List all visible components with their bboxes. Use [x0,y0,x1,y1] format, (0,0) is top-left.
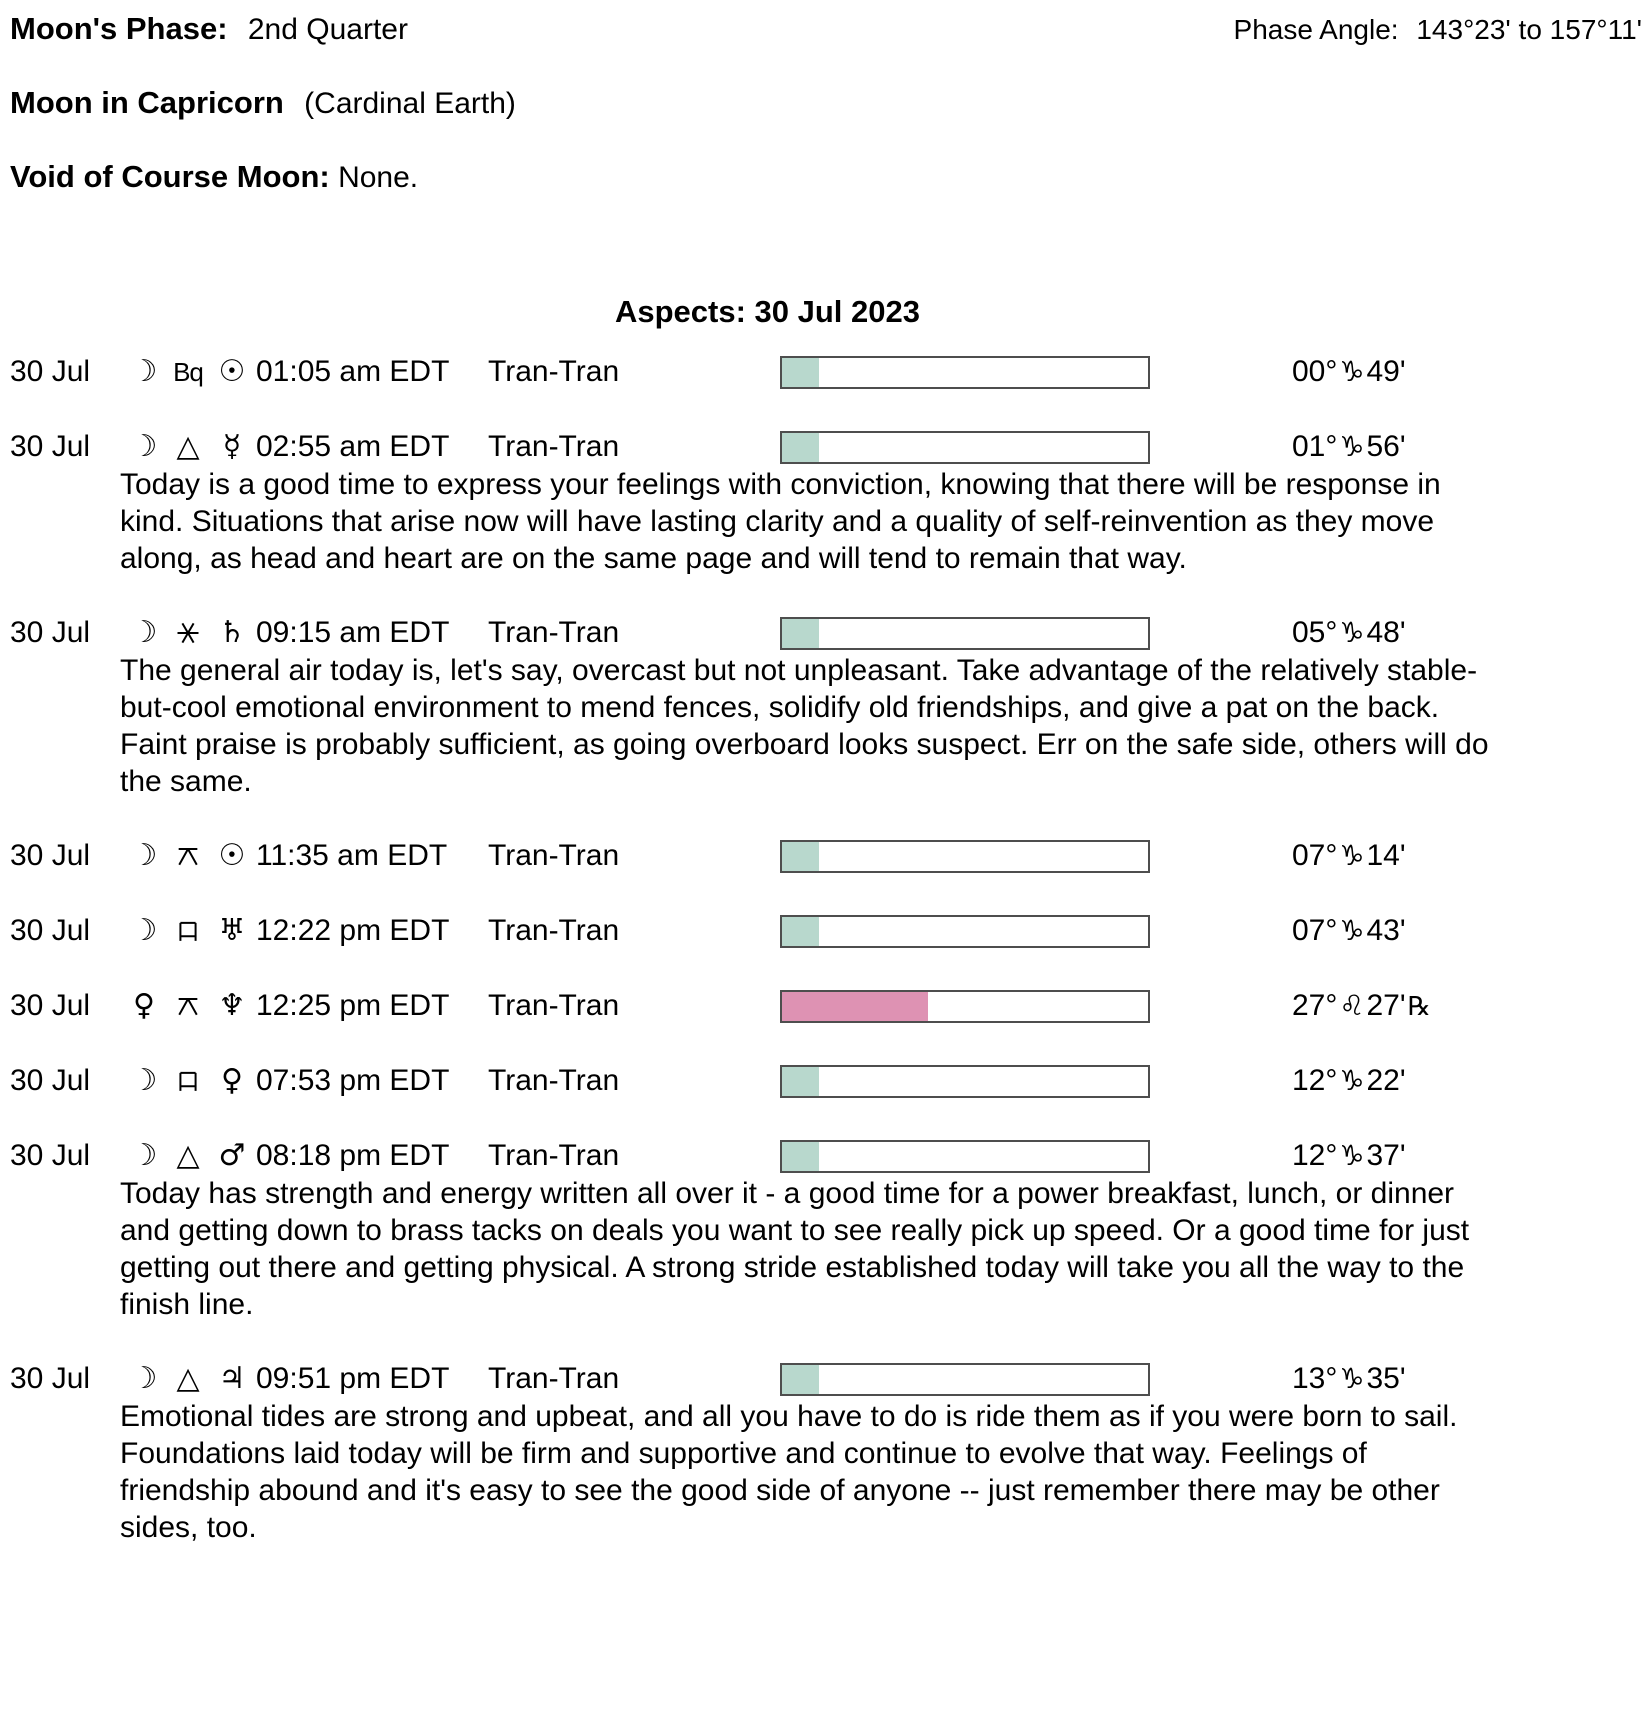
quintile-icon [166,1062,210,1100]
aspects-title: Aspects: 30 Jul 2023 [614,294,920,329]
aspect-symbols [122,837,256,875]
aspect-symbols [122,353,256,391]
degree-minutes: 56' [1366,430,1406,463]
aspect-row [10,1137,1638,1175]
aspect-time: 08:18 pm EDT [256,1139,450,1172]
moon-sign-label: Moon in Capricorn [10,85,284,120]
degree-minutes: 27' [1366,989,1406,1022]
phase-angle-value: 143°23' to 157°11' [1416,14,1642,45]
mercury-icon: ☿ [222,429,242,464]
degree-value: 00° [1292,355,1338,388]
aspect-block [10,1137,1638,1323]
degree-value: 05° [1292,616,1338,649]
orb-bar-fill [782,1142,819,1171]
mars-icon: ♂ [218,1138,246,1173]
aspect-time: 02:55 am EDT [256,430,450,463]
aspect-row [10,614,1638,652]
orb-bar [780,617,1150,650]
capricorn-icon: ♑ [1339,430,1365,463]
aspect-time: 09:15 am EDT [256,616,450,649]
degree-value: 01° [1292,430,1338,463]
degree-minutes: 49' [1366,355,1406,388]
aspect-note: Today is a good time to express your feelings with conviction, knowing that there will be response in kind. Situations that arise now will have lasting clarity and a quality of self-reinvention as they move along, as head and heart are on the same page and will tend to remain that way. [120,468,1441,575]
void-of-course-value: None. [338,161,419,194]
orb-bar-cell [780,431,1150,464]
aspect-symbols [122,912,256,950]
aspect-degree [1150,1064,1638,1098]
jupiter-icon: ♃ [218,1361,246,1396]
aspect-date: 30 Jul [10,989,91,1022]
degree-minutes: 43' [1366,914,1406,947]
orb-bar-fill [782,433,819,462]
aspect-degree [1150,616,1638,650]
sextile-icon [166,614,210,652]
aspect-row [10,987,1638,1025]
quincunx-icon [166,837,210,875]
aspect-row [10,1062,1638,1100]
capricorn-icon: ♑ [1339,914,1365,947]
aspect-symbols [122,1137,256,1175]
moon-icon: ☽ [130,429,158,464]
capricorn-icon: ♑ [1339,616,1365,649]
aspect-date: 30 Jul [10,1362,91,1395]
capricorn-icon: ♑ [1339,1362,1365,1395]
aspect-degree [1150,1362,1638,1396]
venus-icon: ♀ [221,1063,243,1098]
orb-bar-fill [782,1067,819,1096]
aspect-block [10,1360,1638,1546]
degree-value: 07° [1292,839,1338,872]
aspect-note: The general air today is, let's say, overcast but not unpleasant. Take advantage of the relatively stable-but-cool emotional environment to mend fences, solidify old friendships, and give a pat on the back. Faint praise is probably sufficient, as going overboard looks suspect. Err on the safe side, others will do the same. [120,654,1489,798]
aspect-symbols [122,987,256,1025]
orb-bar-fill [782,1365,819,1394]
quincunx-icon [166,987,210,1025]
moon-icon: ☽ [130,1063,158,1098]
trine-icon: △ [176,1361,200,1396]
aspect-date: 30 Jul [10,839,91,872]
aspect-time: 07:53 pm EDT [256,1064,450,1097]
aspect-date: 30 Jul [10,616,91,649]
aspect-block [10,1062,1638,1100]
orb-bar-fill [782,992,928,1021]
moons-phase-label: Moon's Phase: [10,11,228,46]
degree-value: 13° [1292,1362,1338,1395]
aspect-block [10,428,1638,577]
orb-bar-fill [782,358,819,387]
aspect-row [10,428,1638,466]
degree-minutes: 35' [1366,1362,1406,1395]
orb-bar-cell [780,840,1150,873]
sun-icon: ☉ [218,354,246,389]
phase-angle [1234,14,1642,46]
aspect-type: Tran-Tran [488,839,620,872]
degree-value: 12° [1292,1139,1338,1172]
moon-sign-note: (Cardinal Earth) [304,87,516,120]
orb-bar [780,915,1150,948]
aspect-symbols [122,1360,256,1398]
trine-icon: △ [176,429,200,464]
aspect-date: 30 Jul [10,355,91,388]
orb-bar-cell [780,1065,1150,1098]
orb-bar [780,840,1150,873]
capricorn-icon: ♑ [1339,1139,1365,1172]
aspect-type: Tran-Tran [488,355,620,388]
orb-bar-cell [780,990,1150,1023]
orb-bar-fill [782,619,819,648]
aspect-row [10,353,1638,391]
aspect-date: 30 Jul [10,430,91,463]
aspect-time: 01:05 am EDT [256,355,450,388]
aspect-degree [1150,1139,1638,1173]
orb-bar-cell [780,356,1150,389]
aspect-type: Tran-Tran [488,430,620,463]
degree-minutes: 14' [1366,839,1406,872]
orb-bar [780,1363,1150,1396]
aspect-degree [1150,914,1638,948]
orb-bar-cell [780,617,1150,650]
orb-bar [780,1065,1150,1098]
biquintile-icon: Bq [173,357,203,387]
aspect-block [10,912,1638,950]
moons-phase-value: 2nd Quarter [247,13,408,46]
sun-icon: ☉ [218,838,246,873]
aspect-date: 30 Jul [10,1139,91,1172]
aspect-symbols [122,1062,256,1100]
aspect-block [10,837,1638,875]
degree-value: 12° [1292,1064,1338,1097]
aspect-type: Tran-Tran [488,1139,620,1172]
degree-value: 27° [1292,989,1338,1022]
aspect-type: Tran-Tran [488,1362,620,1395]
orb-bar-fill [782,842,819,871]
moon-icon: ☽ [130,1361,158,1396]
aspect-time: 11:35 am EDT [256,839,448,872]
orb-bar [780,356,1150,389]
aspect-date: 30 Jul [10,914,91,947]
trine-icon: △ [176,1138,200,1173]
aspect-time: 12:25 pm EDT [256,989,450,1022]
leo-icon: ♌ [1339,989,1365,1022]
degree-minutes: 22' [1366,1064,1406,1097]
aspect-degree [1150,430,1638,464]
aspect-type: Tran-Tran [488,914,620,947]
aspect-row [10,1360,1638,1398]
aspect-degree [1150,839,1638,873]
capricorn-icon: ♑ [1339,1064,1365,1097]
degree-minutes: 37' [1366,1139,1406,1172]
degree-minutes: 48' [1366,616,1406,649]
aspect-degree [1150,989,1638,1023]
capricorn-icon: ♑ [1339,355,1365,388]
moon-icon: ☽ [130,1138,158,1173]
moon-icon: ☽ [130,913,158,948]
aspect-note: Today has strength and energy written all over it - a good time for a power breakfast, lunch, or dinner and getting down to brass tacks on deals you want to see really pick up speed. Or a good time for just getting out there and getting physical. A strong stride established today will take you all the way to the finish line. [120,1177,1470,1321]
orb-bar-cell [780,1363,1150,1396]
aspect-type: Tran-Tran [488,989,620,1022]
aspect-row [10,837,1638,875]
uranus-icon: ♅ [218,913,246,948]
capricorn-icon: ♑ [1339,839,1365,872]
aspect-type: Tran-Tran [488,616,620,649]
moon-icon: ☽ [130,615,158,650]
aspect-note: Emotional tides are strong and upbeat, and all you have to do is ride them as if you were born to sail. Foundations laid today will be firm and supportive and continue to evolve that way. Feelings of friendship abound and it's easy to see the good side of anyone -- just remember there may be other sides, too. [120,1400,1458,1544]
aspect-time: 09:51 pm EDT [256,1362,450,1395]
degree-value: 07° [1292,914,1338,947]
saturn-icon: ♄ [218,615,246,650]
aspect-degree [1150,355,1638,389]
aspect-symbols [122,428,256,466]
orb-bar-fill [782,917,819,946]
retrograde-icon: ℞ [1407,992,1431,1022]
quintile-icon [166,912,210,950]
aspect-rows [10,353,1638,1546]
aspect-block [10,987,1638,1025]
orb-bar-cell [780,915,1150,948]
orb-bar-cell [780,1140,1150,1173]
orb-bar [780,1140,1150,1173]
aspect-time: 12:22 pm EDT [256,914,450,947]
aspect-date: 30 Jul [10,1064,91,1097]
venus-icon: ♀ [133,988,155,1023]
aspect-type: Tran-Tran [488,1064,620,1097]
void-of-course-label: Void of Course Moon: [10,159,330,194]
aspect-block [10,614,1638,800]
aspect-block [10,353,1638,391]
aspect-row [10,912,1638,950]
moon-icon: ☽ [130,354,158,389]
orb-bar [780,431,1150,464]
void-of-course-line [10,158,1638,197]
orb-bar [780,990,1150,1023]
neptune-icon: ♆ [218,988,246,1023]
aspect-symbols [122,614,256,652]
moon-sign-line [10,84,1638,123]
moon-icon: ☽ [130,838,158,873]
phase-angle-label: Phase Angle: [1233,14,1399,45]
